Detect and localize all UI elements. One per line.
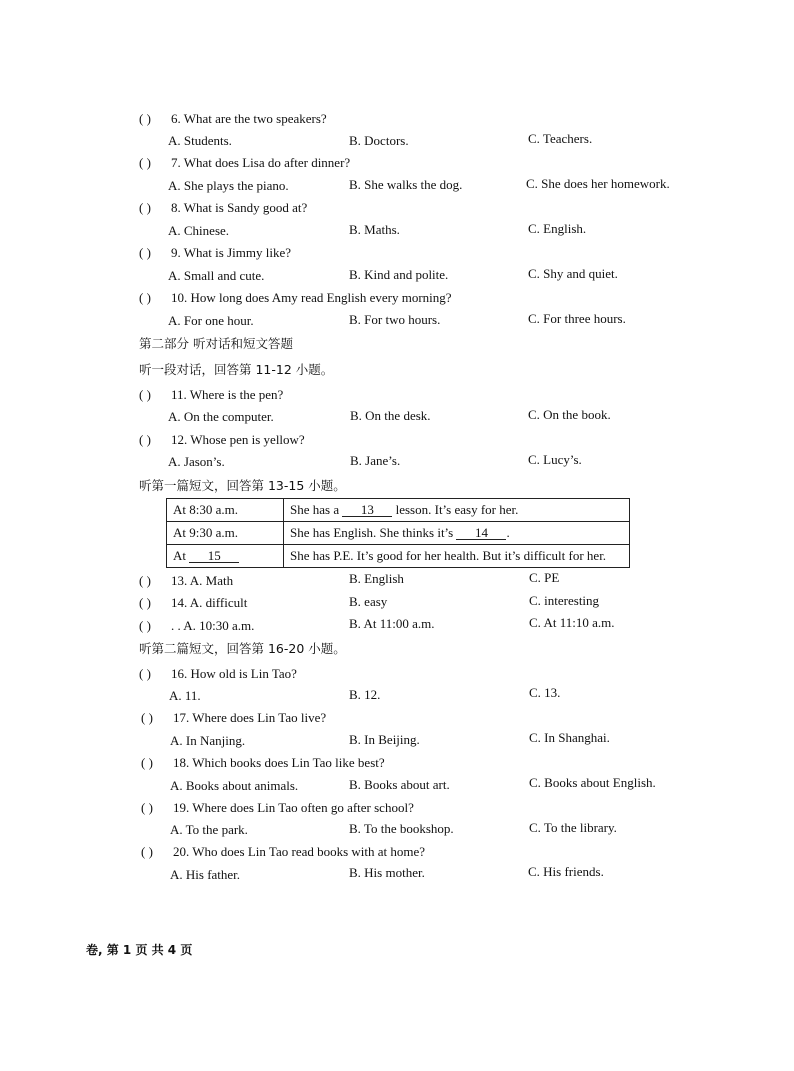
option-b: B. English [349,571,404,586]
question-16 [139,666,639,682]
option-b: B. Jane’s. [350,453,401,468]
question-19 [141,800,641,816]
answer-blank[interactable]: ( ) [139,618,151,633]
question-13 [139,573,339,589]
time-cell: At 8:30 a.m. [167,499,284,522]
answer-blank[interactable]: ( ) [141,800,153,815]
option-c: C. English. [528,221,587,236]
question-6 [139,111,639,127]
option-b: B. On the desk. [350,408,431,423]
answer-blank[interactable]: ( ) [139,290,151,305]
question-stem: 18. Which books does Lin Tao like best? [173,755,385,770]
time-cell: At 9:30 a.m. [167,522,284,545]
blank-14[interactable]: 14 [456,526,506,540]
answer-blank[interactable]: ( ) [141,844,153,859]
question-stem: 11. Where is the pen? [171,387,284,402]
option-a: A. For one hour. [168,313,254,328]
cell-text: lesson. It’s easy for her. [395,502,519,517]
cell-text: At [173,548,186,563]
option-c: C. At 11:10 a.m. [529,615,615,630]
option-b: B. At 11:00 a.m. [349,616,435,631]
question-stem: 6. What are the two speakers? [171,111,327,126]
option-a: A. On the computer. [168,409,274,424]
table-row [167,545,630,568]
option-c: C. 13. [529,685,561,700]
answer-blank[interactable]: ( ) [139,111,151,126]
option-b: B. Maths. [349,222,400,237]
option-a: A. She plays the piano. [168,178,289,193]
passage1-instructions: 听第一篇短文，回答第 13-15 小题。 [139,478,346,493]
answer-blank[interactable]: ( ) [141,710,153,725]
question-stem: 19. Where does Lin Tao often go after school? [173,800,414,815]
option-c: C. PE [529,570,560,585]
question-stem: 7. What does Lisa do after dinner? [171,155,351,170]
answer-blank[interactable]: ( ) [139,573,151,588]
fill-in-table [166,498,630,568]
option-a: A. Chinese. [168,223,230,238]
answer-blank[interactable]: ( ) [139,245,151,260]
question-stem: 12. Whose pen is yellow? [171,432,305,447]
cell-text: She has a [290,502,340,517]
option-a: A. To the park. [170,822,248,837]
option-b: B. Kind and polite. [349,267,449,282]
question-9 [139,245,639,261]
option-b: B. Books about art. [349,777,450,792]
option-c: C. For three hours. [528,311,626,326]
option-b: B. She walks the dog. [349,177,463,192]
blank-13[interactable]: 13 [342,503,392,517]
answer-blank[interactable]: ( ) [139,432,151,447]
answer-blank[interactable]: ( ) [139,200,151,215]
option-a: A. Books about animals. [170,778,299,793]
part2-title: 第二部分 听对话和短文答题 [139,336,293,351]
time-cell [167,545,284,568]
option-b: B. 12. [349,687,381,702]
question-20 [141,844,641,860]
question-8 [139,200,639,216]
option-c: C. Teachers. [528,131,593,146]
answer-blank[interactable]: ( ) [139,155,151,170]
option-b: B. Doctors. [349,133,409,148]
answer-blank[interactable]: ( ) [139,595,151,610]
option-b: B. To the bookshop. [349,821,454,836]
blank-15[interactable]: 15 [189,549,239,563]
option-a: A. His father. [170,867,241,882]
option-c: C. She does her homework. [526,176,670,191]
option-a: A. Jason’s. [168,454,225,469]
option-b: B. For two hours. [349,312,441,327]
option-c: C. Lucy’s. [528,452,582,467]
option-c: C. His friends. [528,864,604,879]
table-row [167,499,630,522]
question-stem: 16. How old is Lin Tao? [171,666,297,681]
question-stem: . . A. 10:30 a.m. [171,618,255,633]
question-stem: 20. Who does Lin Tao read books with at home? [173,844,426,859]
option-a: A. 11. [169,688,201,703]
option-c: C. In Shanghai. [529,730,610,745]
option-a: A. In Nanjing. [170,733,246,748]
option-a: A. Small and cute. [168,268,265,283]
content-cell [284,499,630,522]
option-b: B. easy [349,594,388,609]
option-c: C. Books about English. [529,775,656,790]
question-11 [139,387,639,403]
passage2-instructions: 听第二篇短文，回答第 16-20 小题。 [139,641,346,656]
answer-blank[interactable]: ( ) [139,387,151,402]
option-c: C. Shy and quiet. [528,266,618,281]
dialog-instructions: 听一段对话，回答第 11-12 小题。 [139,362,334,377]
cell-text: . [506,525,510,540]
question-stem: 9. What is Jimmy like? [171,245,291,260]
question-12 [139,432,639,448]
page-footer: 卷, 第 1 页 共 4 页 [86,943,193,957]
option-c: C. interesting [529,593,600,608]
option-c: C. On the book. [528,407,611,422]
answer-blank[interactable]: ( ) [139,666,151,681]
question-stem: 14. A. difficult [171,595,248,610]
question-14 [139,595,339,611]
question-stem: 10. How long does Amy read English every morning? [171,290,452,305]
question-stem: 17. Where does Lin Tao live? [173,710,327,725]
question-17 [141,710,641,726]
table-row [167,522,630,545]
option-b: B. In Beijing. [349,732,420,747]
option-c: C. To the library. [529,820,617,835]
option-a: A. Students. [168,133,232,148]
question-stem: 13. A. Math [171,573,234,588]
question-7 [139,155,639,171]
answer-blank[interactable]: ( ) [141,755,153,770]
question-10 [139,290,639,306]
question-15 [139,618,339,634]
option-b: B. His mother. [349,865,425,880]
question-stem: 8. What is Sandy good at? [171,200,308,215]
content-cell [284,522,630,545]
cell-text: She has English. She thinks it’s [290,525,454,540]
content-cell: She has P.E. It’s good for her health. But it’s difficult for her. [284,545,630,568]
question-18 [141,755,641,771]
